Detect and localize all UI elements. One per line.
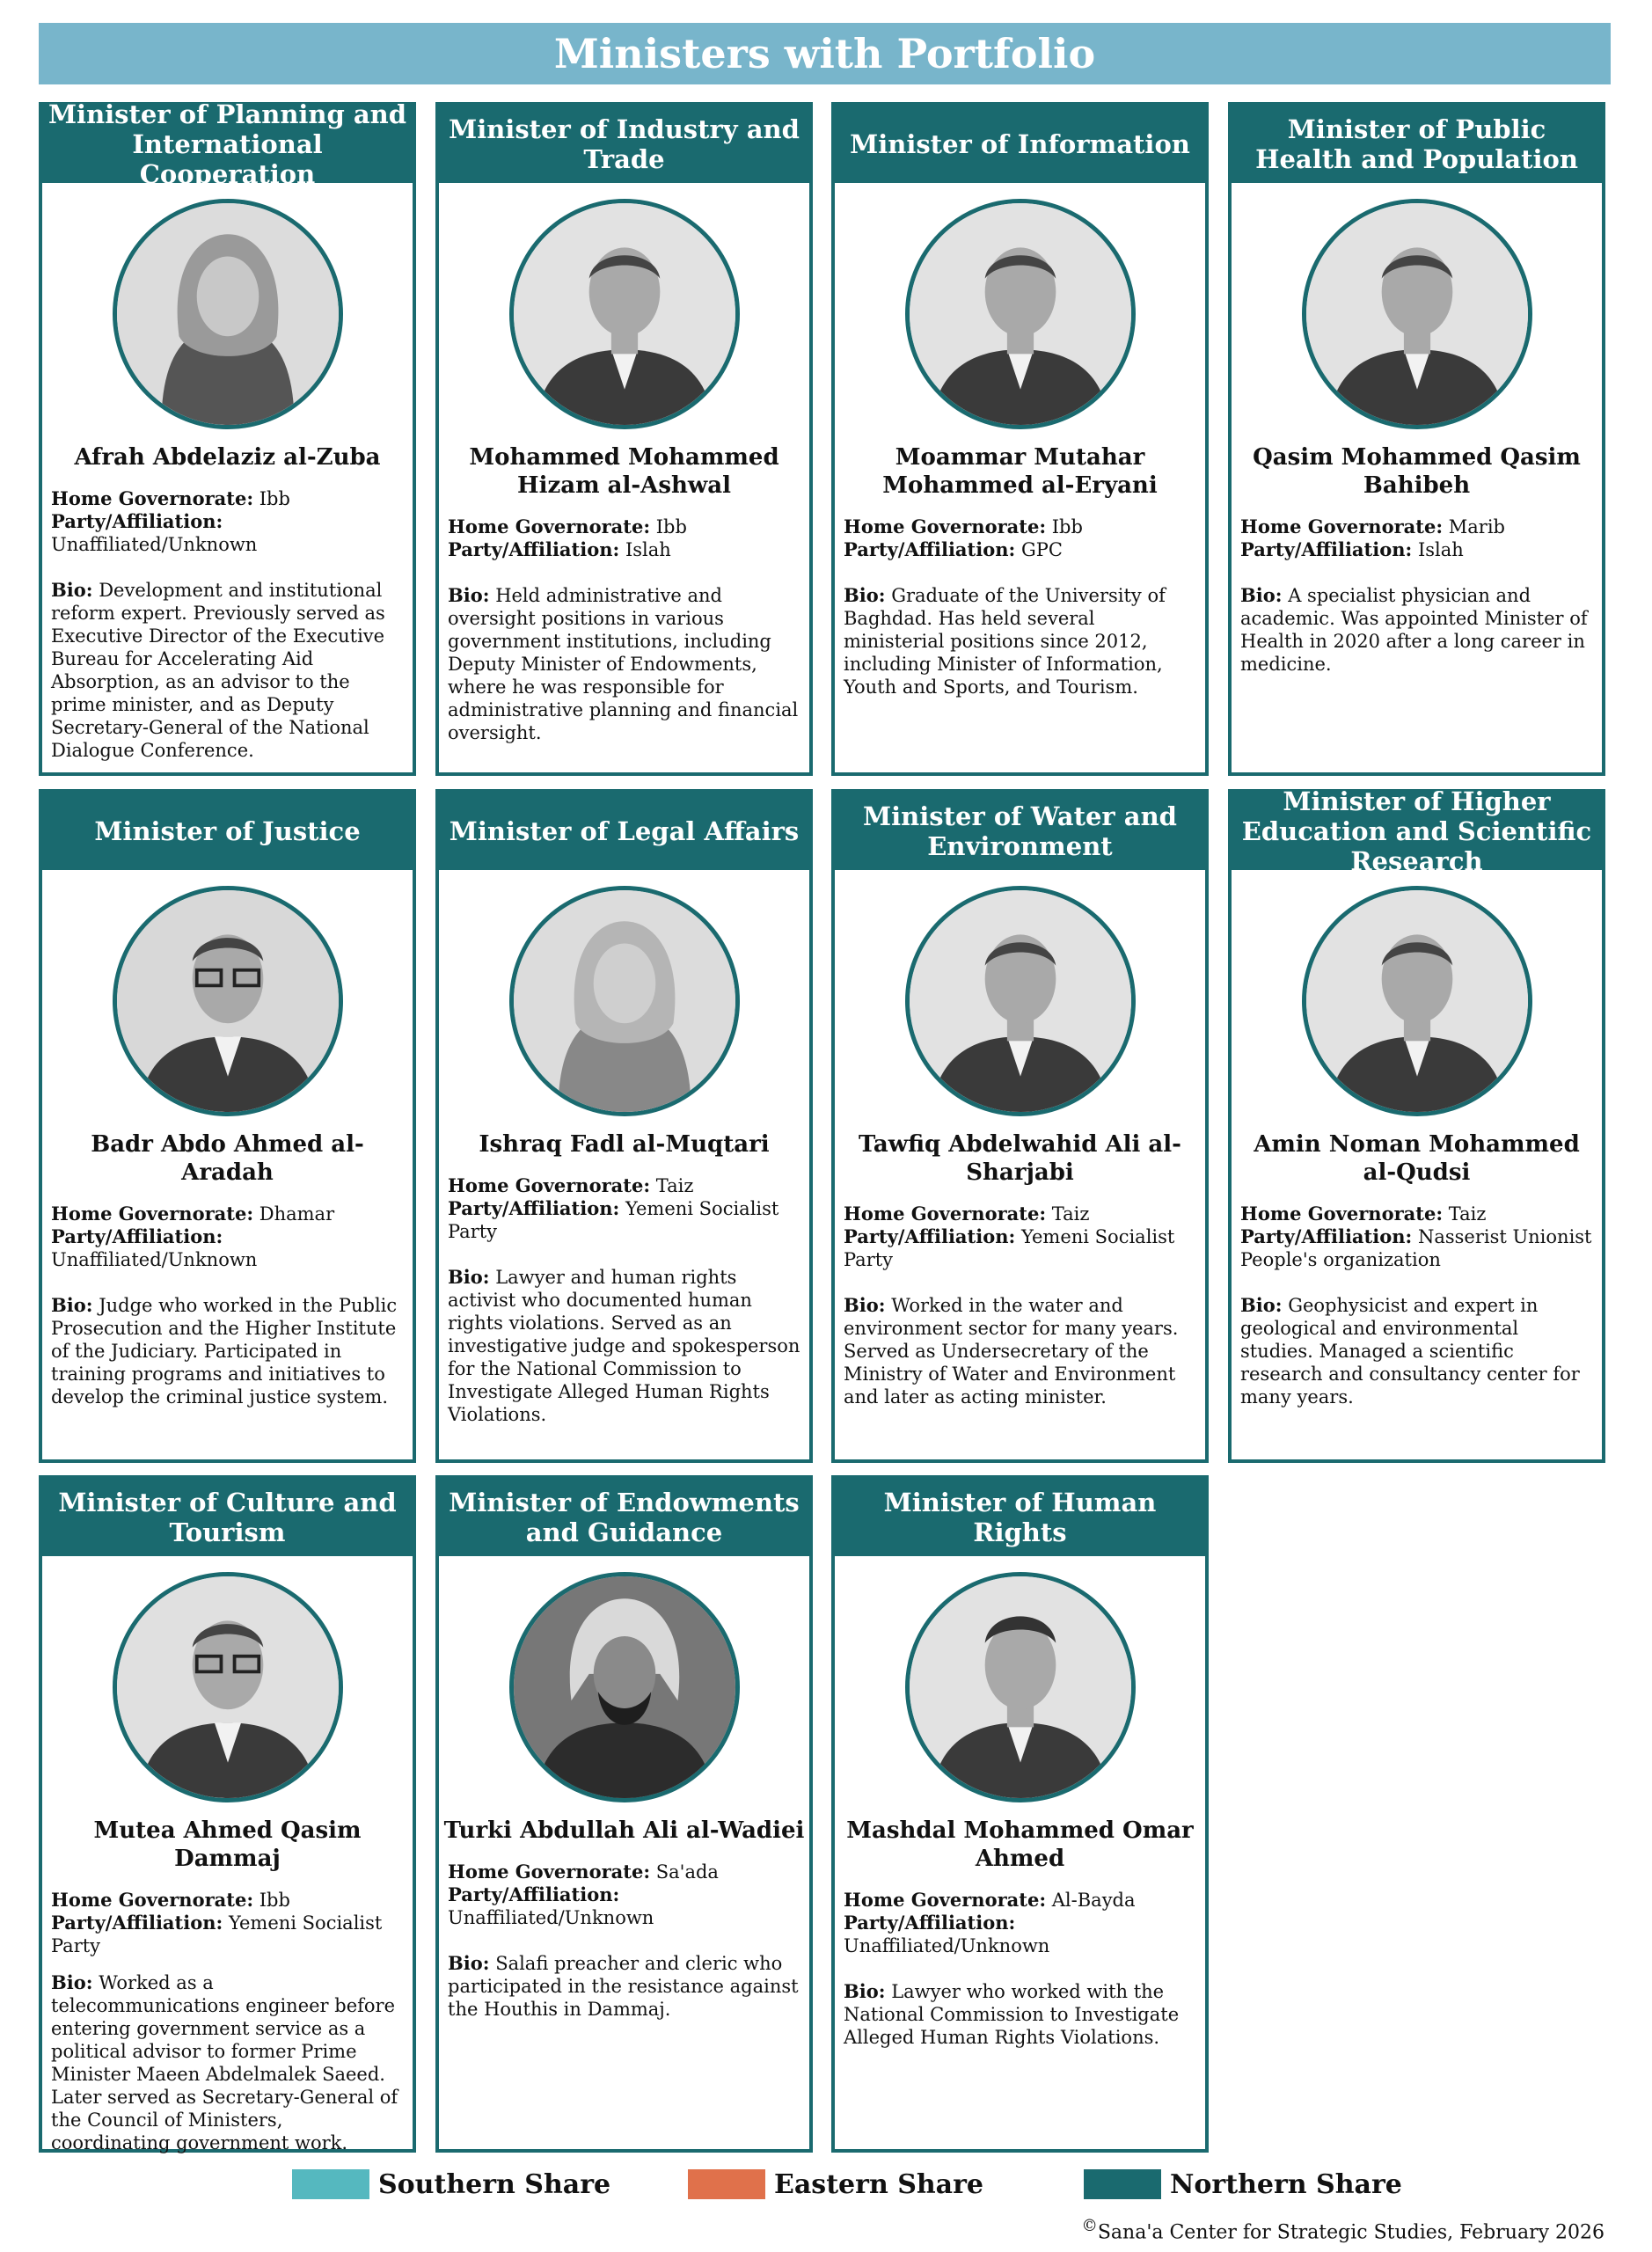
minister-info <box>42 1203 413 1417</box>
legend-label: Southern Share <box>378 2168 611 2200</box>
footer-credit <box>1082 2217 1604 2243</box>
home-governorate: Ibb <box>259 488 290 509</box>
page-title: Ministers with Portfolio <box>39 23 1611 84</box>
minister-bio: Graduate of the University of Baghdad. Has held several ministerial positions since 2012, including Minister of Information, Youth and Sports, and Tourism. <box>844 585 1166 698</box>
party-label: Party/Affiliation: <box>844 1225 1016 1247</box>
minister-bio: Development and institutional reform expert. Previously served as Executive Director of the Executive Bureau for Accelerating Aid Absorption, as an advisor to the prime minister, and as Deputy Secretary-General of the National Dialogue Conference. <box>51 580 385 761</box>
copyright-symbol: © <box>1081 2217 1098 2235</box>
man-suit-portrait-icon <box>905 199 1136 429</box>
party-affiliation: GPC <box>1020 539 1063 560</box>
minister-name: Ishraq Fadl al-Muqtari <box>479 1131 770 1158</box>
home-label: Home Governorate: <box>448 515 651 537</box>
minister-info <box>835 1203 1205 1417</box>
party-affiliation: Unaffiliated/Unknown <box>448 1907 654 1928</box>
minister-bio: Worked in the water and environment sector for many years. Served as Undersecretary of the Ministry of Water and Environment and later as acting minister. <box>844 1295 1179 1408</box>
party-affiliation: Unaffiliated/Unknown <box>844 1935 1050 1956</box>
home-label: Home Governorate: <box>1240 515 1444 537</box>
party-label: Party/Affiliation: <box>448 538 620 560</box>
minister-info <box>42 487 413 771</box>
legend-label: Northern Share <box>1170 2168 1402 2200</box>
minister-info <box>42 1889 413 2163</box>
woman-hijab-portrait-icon <box>113 199 343 429</box>
man-headscarf-portrait-icon <box>509 1572 740 1802</box>
home-governorate: Taiz <box>1051 1203 1090 1225</box>
home-label: Home Governorate: <box>448 1174 651 1196</box>
minister-info <box>439 1174 809 1435</box>
minister-name: Afrah Abdelaziz al-Zuba <box>74 444 381 471</box>
minister-role: Minister of Higher Education and Scientific Research <box>1232 793 1602 870</box>
minister-role: Minister of Legal Affairs <box>439 793 809 870</box>
minister-name: Tawfiq Abdelwahid Ali al-Sharjabi <box>859 1131 1181 1186</box>
party-label: Party/Affiliation: <box>448 1883 620 1905</box>
minister-name: Moammar Mutahar Mohammed al-Eryani <box>882 444 1158 499</box>
home-label: Home Governorate: <box>51 1889 254 1911</box>
minister-bio: Lawyer and human rights activist who documented human rights violations. Served as an investigative judge and spokesperson for the National Commission to Investigate Alleged Human Rights Violations. <box>448 1267 800 1425</box>
legend-southern <box>292 2169 610 2199</box>
minister-name: Mutea Ahmed Qasim Dammaj <box>93 1817 362 1872</box>
man-suit-portrait-icon <box>905 886 1136 1116</box>
party-affiliation: Unaffiliated/Unknown <box>51 1249 258 1270</box>
home-label: Home Governorate: <box>1240 1203 1444 1225</box>
minister-bio: A specialist physician and academic. Was appointed Minister of Health in 2020 after a long career in medicine. <box>1240 585 1588 675</box>
minister-card <box>39 99 416 776</box>
party-label: Party/Affiliation: <box>844 1912 1016 1934</box>
party-affiliation: Yemeni Socialist Party <box>448 1198 779 1242</box>
minister-info <box>835 515 1205 707</box>
minister-info <box>439 1861 809 2029</box>
bio-label: Bio: <box>844 1294 886 1316</box>
party-label: Party/Affiliation: <box>1240 538 1413 560</box>
minister-role: Minister of Planning and International Cooperation <box>42 106 413 183</box>
man-glasses-portrait-icon <box>113 1572 343 1802</box>
home-label: Home Governorate: <box>448 1861 651 1883</box>
minister-name: Qasim Mohammed Qasim Bahibeh <box>1253 444 1581 499</box>
party-affiliation: Yemeni Socialist Party <box>51 1912 383 1956</box>
home-governorate: Marib <box>1448 516 1505 537</box>
minister-bio: Salafi preacher and cleric who participated in the resistance against the Houthis in Dammaj. <box>448 1953 799 2020</box>
legend-eastern <box>688 2169 983 2199</box>
eastern-swatch <box>688 2169 765 2199</box>
party-affiliation: Islah <box>1417 539 1464 560</box>
minister-bio: Geophysicist and expert in geological and environmental studies. Managed a scientific research and consultancy center for many years. <box>1240 1295 1580 1408</box>
minister-info <box>1232 1203 1602 1417</box>
party-label: Party/Affiliation: <box>51 1225 223 1247</box>
northern-swatch <box>1084 2169 1161 2199</box>
bio-label: Bio: <box>448 1952 490 1974</box>
party-label: Party/Affiliation: <box>1240 1225 1413 1247</box>
bio-label: Bio: <box>448 584 490 606</box>
minister-role: Minister of Endowments and Guidance <box>439 1479 809 1556</box>
party-affiliation: Yemeni Socialist Party <box>844 1226 1175 1270</box>
bio-label: Bio: <box>1240 584 1283 606</box>
man-suit-portrait-icon <box>1302 886 1532 1116</box>
minister-role: Minister of Information <box>835 106 1205 183</box>
party-label: Party/Affiliation: <box>51 1912 223 1934</box>
minister-name: Badr Abdo Ahmed al-Aradah <box>91 1131 364 1186</box>
minister-bio: Lawyer who worked with the National Commission to Investigate Alleged Human Rights Violations. <box>844 1981 1180 2048</box>
man-suit-portrait-icon <box>905 1572 1136 1802</box>
home-governorate: Dhamar <box>259 1203 335 1225</box>
minister-info <box>1232 515 1602 684</box>
minister-card <box>435 1475 813 2153</box>
minister-bio: Held administrative and oversight positions in various government institutions, including Deputy Minister of Endowments, where he was responsible for administrative planning and financial oversight. <box>448 585 799 743</box>
home-label: Home Governorate: <box>51 1203 254 1225</box>
bio-label: Bio: <box>51 1294 93 1316</box>
home-label: Home Governorate: <box>844 515 1047 537</box>
minister-role: Minister of Justice <box>42 793 413 870</box>
footer-text: Sana'a Center for Strategic Studies, February 2026 <box>1097 2221 1604 2244</box>
minister-role: Minister of Industry and Trade <box>439 106 809 183</box>
minister-info <box>835 1889 1205 2058</box>
minister-role: Minister of Human Rights <box>835 1479 1205 1556</box>
minister-name: Amin Noman Mohammed al-Qudsi <box>1254 1131 1580 1186</box>
minister-card <box>1228 786 1605 1463</box>
man-glasses-portrait-icon <box>113 886 343 1116</box>
southern-swatch <box>292 2169 369 2199</box>
home-governorate: Ibb <box>1051 516 1083 537</box>
party-affiliation: Nasserist Unionist People's organization <box>1240 1226 1592 1270</box>
minister-card <box>831 789 1209 1463</box>
party-label: Party/Affiliation: <box>51 510 223 532</box>
home-governorate: Sa'ada <box>655 1861 719 1883</box>
bio-label: Bio: <box>448 1266 490 1288</box>
bio-label: Bio: <box>51 579 93 601</box>
minister-info <box>439 515 809 753</box>
legend-label: Eastern Share <box>774 2168 984 2200</box>
home-governorate: Taiz <box>655 1175 694 1196</box>
bio-label: Bio: <box>844 1980 886 2002</box>
bio-label: Bio: <box>1240 1294 1283 1316</box>
man-suit-portrait-icon <box>509 199 740 429</box>
minister-role: Minister of Water and Environment <box>835 793 1205 870</box>
man-suit-portrait-icon <box>1302 199 1532 429</box>
home-label: Home Governorate: <box>844 1203 1047 1225</box>
home-governorate: Al-Bayda <box>1051 1890 1136 1911</box>
bio-label: Bio: <box>51 1971 93 1993</box>
home-governorate: Ibb <box>259 1890 290 1911</box>
party-affiliation: Islah <box>625 539 671 560</box>
bio-label: Bio: <box>844 584 886 606</box>
woman-hijab-portrait-icon <box>509 886 740 1116</box>
home-governorate: Ibb <box>655 516 687 537</box>
minister-card <box>39 789 416 1463</box>
party-label: Party/Affiliation: <box>844 538 1016 560</box>
minister-name: Mohammed Mohammed Hizam al-Ashwal <box>469 444 779 499</box>
minister-role: Minister of Culture and Tourism <box>42 1479 413 1556</box>
home-governorate: Taiz <box>1448 1203 1487 1225</box>
party-affiliation: Unaffiliated/Unknown <box>51 534 258 555</box>
minister-card <box>39 1475 416 2153</box>
minister-card <box>1228 102 1605 776</box>
legend-northern <box>1084 2169 1402 2199</box>
minister-card <box>831 102 1209 776</box>
minister-bio: Worked as a telecommunications engineer before entering government service as a political advisor to former Prime Minister Maeen Abdelmalek Saeed. Later served as Secretary-General of the Council of Ministers, coordinating government work. <box>51 1972 398 2153</box>
home-label: Home Governorate: <box>844 1889 1047 1911</box>
minister-bio: Judge who worked in the Public Prosecution and the Higher Institute of the Judiciary. Participated in training programs and initiatives to develop the criminal justice system. <box>51 1295 398 1408</box>
party-label: Party/Affiliation: <box>448 1197 620 1219</box>
home-label: Home Governorate: <box>51 487 254 509</box>
minister-name: Turki Abdullah Ali al-Wadiei <box>443 1817 805 1844</box>
minister-role: Minister of Public Health and Population <box>1232 106 1602 183</box>
minister-card <box>435 102 813 776</box>
minister-card <box>435 789 813 1463</box>
minister-name: Mashdal Mohammed Omar Ahmed <box>846 1817 1194 1872</box>
minister-card <box>831 1475 1209 2153</box>
